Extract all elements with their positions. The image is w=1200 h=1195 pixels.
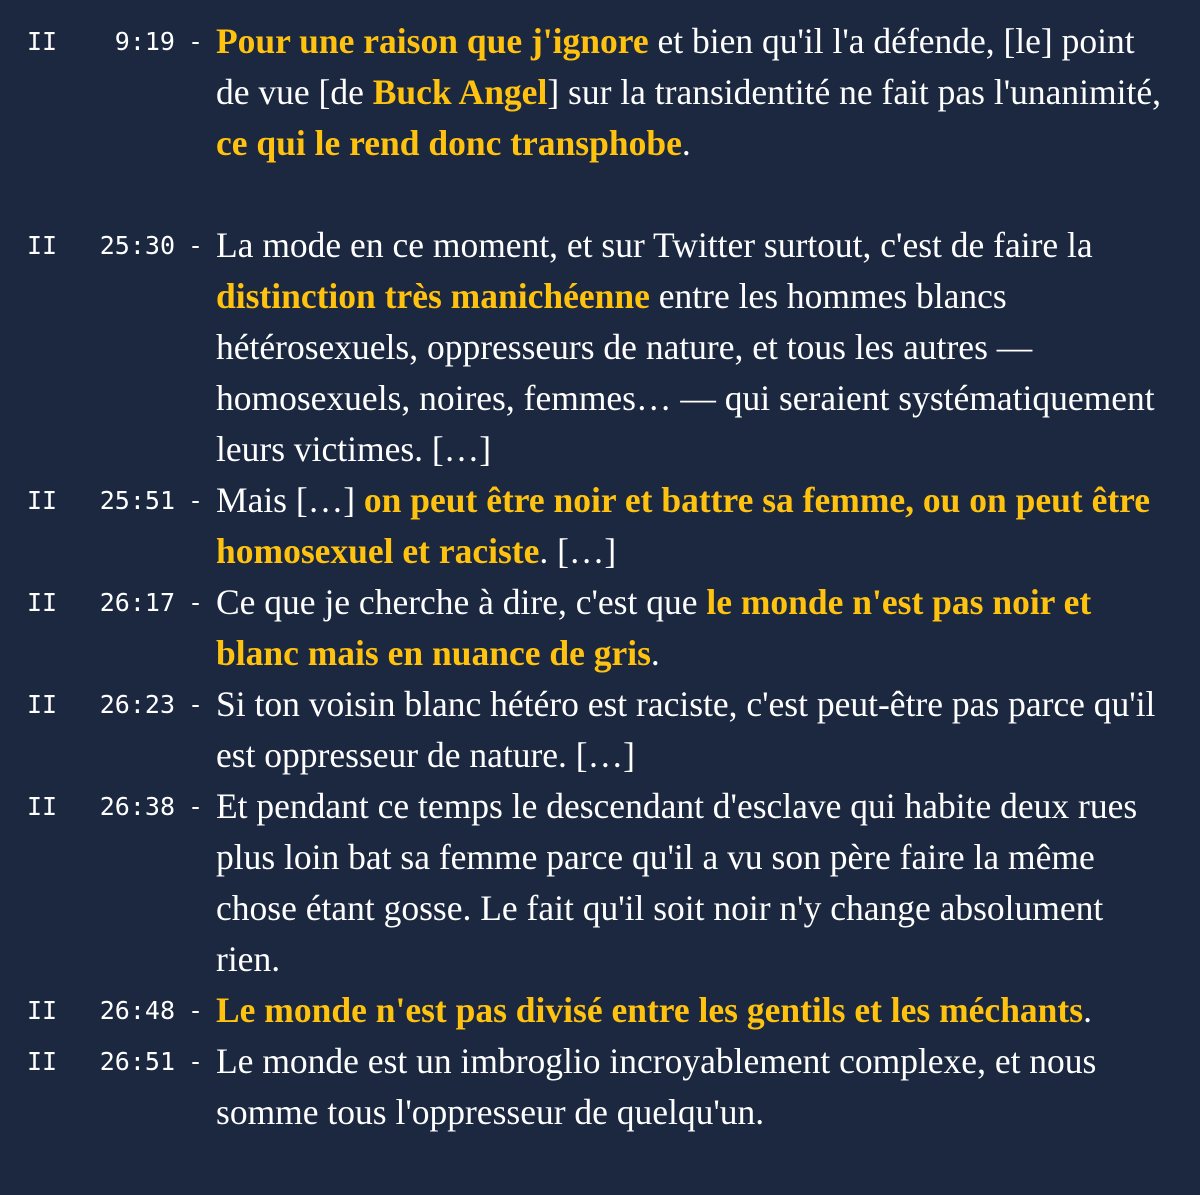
quote-text	[216, 16, 1176, 169]
highlight: Le monde n'est pas divisé entre les gentils et les méchants	[216, 990, 1084, 1030]
highlight: on peut être noir et battre sa femme, ou on peut être homosexuel et raciste	[216, 480, 1151, 571]
transcript-entry	[0, 781, 1200, 985]
transcript	[0, 16, 1200, 1138]
separator: -	[187, 792, 204, 821]
part-label: II	[27, 792, 58, 821]
entry-meta	[0, 781, 216, 832]
highlight: ce qui le rend donc transphobe	[216, 123, 682, 163]
entry-meta	[0, 1036, 216, 1087]
quote-text	[216, 220, 1176, 475]
separator: -	[187, 690, 204, 719]
transcript-entry	[0, 985, 1200, 1036]
transcript-entry	[0, 1036, 1200, 1138]
entry-meta	[0, 679, 216, 730]
text-segment: .	[1083, 990, 1092, 1030]
entry-meta	[0, 16, 216, 67]
timestamp: 26:48	[99, 996, 175, 1025]
text-segment: ] sur la transidentité ne fait pas l'unanimité,	[547, 72, 1161, 112]
timestamp: 26:23	[99, 690, 175, 719]
part-label: II	[27, 588, 58, 617]
text-segment: et bien qu'il l'a défende, [le] point de vue [de	[216, 21, 1135, 112]
timestamp: 25:30	[99, 231, 175, 260]
separator: -	[187, 486, 204, 515]
highlight: le monde n'est pas noir et blanc mais en nuance de gris	[216, 582, 1092, 673]
text-segment: Ce que je cherche à dire, c'est que	[216, 582, 707, 622]
separator: -	[187, 231, 204, 260]
transcript-entry	[0, 679, 1200, 781]
text-segment: entre les hommes blancs hétérosexuels, oppresseurs de nature, et tous les autres — homosexuels, noires, femmes… — qui seraient systématiquement leurs victimes. […]	[216, 276, 1155, 469]
transcript-entry	[0, 475, 1200, 577]
text-segment: Le monde est un imbroglio incroyablement complexe, et nous somme tous l'oppresseur de quelqu'un.	[216, 1041, 1097, 1132]
separator: -	[187, 1047, 204, 1076]
text-segment: Si ton voisin blanc hétéro est raciste, c'est peut-être pas parce qu'il est oppresseur de nature. […]	[216, 684, 1156, 775]
timestamp: 26:38	[99, 792, 175, 821]
quote-text	[216, 679, 1176, 781]
part-label: II	[27, 27, 58, 56]
transcript-entry	[0, 220, 1200, 475]
highlight: Pour une raison que j'ignore	[216, 21, 649, 61]
entry-meta	[0, 220, 216, 271]
text-segment: La mode en ce moment, et sur Twitter surtout, c'est de faire la	[216, 225, 1093, 265]
entry-meta	[0, 985, 216, 1036]
entry-meta	[0, 577, 216, 628]
entry-meta	[0, 475, 216, 526]
separator: -	[187, 27, 204, 56]
transcript-entry	[0, 577, 1200, 679]
text-segment: . […]	[539, 531, 617, 571]
timestamp: 9:19	[114, 27, 175, 56]
text-segment: .	[650, 633, 660, 673]
highlight: distinction très manichéenne	[216, 276, 650, 316]
separator: -	[187, 588, 204, 617]
quote-text	[216, 781, 1176, 985]
timestamp: 25:51	[99, 486, 175, 515]
text-segment: Et pendant ce temps le descendant d'esclave qui habite deux rues plus loin bat sa femme parce qu'il a vu son père faire la même chose étant gosse. Le fait qu'il soit noir n'y change absolument rien.	[216, 786, 1138, 979]
highlight: Buck Angel	[372, 72, 548, 112]
part-label: II	[27, 231, 58, 260]
part-label: II	[27, 486, 58, 515]
quote-text	[216, 985, 1176, 1036]
text-segment: Mais […]	[216, 480, 364, 520]
timestamp: 26:51	[99, 1047, 175, 1076]
part-label: II	[27, 690, 58, 719]
part-label: II	[27, 996, 58, 1025]
separator: -	[187, 996, 204, 1025]
part-label: II	[27, 1047, 58, 1076]
timestamp: 26:17	[99, 588, 175, 617]
quote-text	[216, 577, 1176, 679]
quote-text	[216, 1036, 1176, 1138]
transcript-entry	[0, 16, 1200, 169]
quote-text	[216, 475, 1176, 577]
text-segment: .	[681, 123, 691, 163]
